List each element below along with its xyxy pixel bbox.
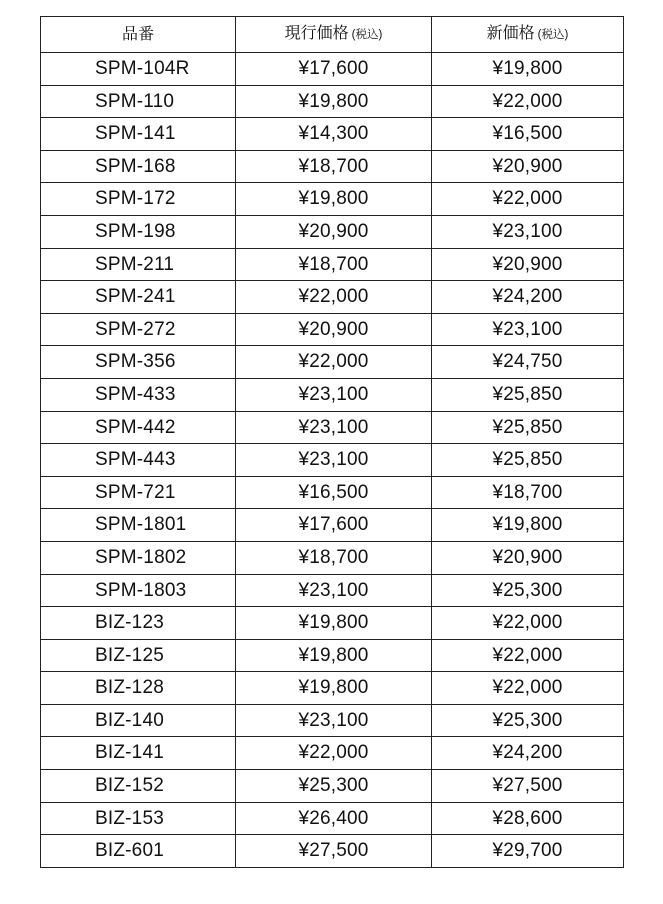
new-price-cell: ¥29,700 [432, 835, 624, 868]
new-price-cell: ¥23,100 [432, 313, 624, 346]
table-row [41, 411, 624, 444]
new-price-cell: ¥25,850 [432, 444, 624, 477]
product-code-cell: BIZ-140 [41, 704, 236, 737]
table-row [41, 53, 624, 86]
table-row [41, 313, 624, 346]
product-code-cell: SPM-1803 [41, 574, 236, 607]
product-code-cell: BIZ-141 [41, 737, 236, 770]
current-price-cell: ¥14,300 [236, 118, 432, 151]
current-price-cell: ¥19,800 [236, 607, 432, 640]
current-price-cell: ¥17,600 [236, 509, 432, 542]
new-price-cell: ¥24,200 [432, 281, 624, 314]
product-code-cell: SPM-104R [41, 53, 236, 86]
table-row [41, 378, 624, 411]
table-row [41, 346, 624, 379]
new-price-cell: ¥16,500 [432, 118, 624, 151]
product-code-cell: BIZ-601 [41, 835, 236, 868]
table-row [41, 150, 624, 183]
table-row [41, 541, 624, 574]
table-row [41, 281, 624, 314]
table-row [41, 248, 624, 281]
table-row [41, 476, 624, 509]
product-code-cell: BIZ-153 [41, 802, 236, 835]
current-price-cell: ¥23,100 [236, 704, 432, 737]
current-price-cell: ¥25,300 [236, 770, 432, 803]
header-current-price-label: 現行価格 [284, 25, 349, 42]
new-price-cell: ¥24,200 [432, 737, 624, 770]
header-product-code [41, 17, 236, 53]
table-row [41, 215, 624, 248]
header-new-price-label: 新価格 [486, 25, 535, 42]
current-price-cell: ¥26,400 [236, 802, 432, 835]
product-code-cell: SPM-433 [41, 378, 236, 411]
table-row [41, 118, 624, 151]
table-row [41, 85, 624, 118]
current-price-cell: ¥18,700 [236, 541, 432, 574]
table-row [41, 672, 624, 705]
table-row [41, 444, 624, 477]
current-price-cell: ¥23,100 [236, 378, 432, 411]
current-price-cell: ¥16,500 [236, 476, 432, 509]
current-price-cell: ¥19,800 [236, 85, 432, 118]
new-price-cell: ¥28,600 [432, 802, 624, 835]
product-code-cell: SPM-172 [41, 183, 236, 216]
current-price-cell: ¥27,500 [236, 835, 432, 868]
product-code-cell: SPM-1801 [41, 509, 236, 542]
new-price-cell: ¥25,300 [432, 704, 624, 737]
product-code-cell: SPM-442 [41, 411, 236, 444]
price-rows [41, 53, 624, 868]
header-new-price [432, 17, 624, 53]
product-code-cell: SPM-141 [41, 118, 236, 151]
new-price-cell: ¥20,900 [432, 541, 624, 574]
table-row [41, 835, 624, 868]
current-price-cell: ¥19,800 [236, 672, 432, 705]
product-code-cell: SPM-110 [41, 85, 236, 118]
current-price-cell: ¥20,900 [236, 313, 432, 346]
product-code-cell: SPM-211 [41, 248, 236, 281]
current-price-cell: ¥22,000 [236, 281, 432, 314]
header-product-code-label: 品番 [121, 26, 154, 43]
new-price-cell: ¥22,000 [432, 183, 624, 216]
new-price-cell: ¥22,000 [432, 607, 624, 640]
new-price-cell: ¥18,700 [432, 476, 624, 509]
table-row [41, 802, 624, 835]
new-price-cell: ¥20,900 [432, 248, 624, 281]
product-code-cell: BIZ-123 [41, 607, 236, 640]
new-price-cell: ¥22,000 [432, 639, 624, 672]
table-row [41, 509, 624, 542]
new-price-cell: ¥27,500 [432, 770, 624, 803]
product-code-cell: SPM-241 [41, 281, 236, 314]
header-current-price [236, 17, 432, 53]
current-price-cell: ¥22,000 [236, 346, 432, 379]
product-code-cell: SPM-272 [41, 313, 236, 346]
product-code-cell: SPM-721 [41, 476, 236, 509]
table-row [41, 574, 624, 607]
header-new-price-note: (税込) [537, 29, 569, 41]
new-price-cell: ¥22,000 [432, 672, 624, 705]
product-code-cell: SPM-1802 [41, 541, 236, 574]
table-row [41, 183, 624, 216]
product-code-cell: BIZ-128 [41, 672, 236, 705]
product-code-cell: SPM-443 [41, 444, 236, 477]
current-price-cell: ¥22,000 [236, 737, 432, 770]
product-code-cell: BIZ-152 [41, 770, 236, 803]
new-price-cell: ¥20,900 [432, 150, 624, 183]
header-row [41, 17, 624, 53]
current-price-cell: ¥19,800 [236, 639, 432, 672]
new-price-cell: ¥22,000 [432, 85, 624, 118]
product-code-cell: SPM-198 [41, 215, 236, 248]
price-table [40, 16, 624, 868]
product-code-cell: SPM-168 [41, 150, 236, 183]
new-price-cell: ¥19,800 [432, 509, 624, 542]
header-current-price-note: (税込) [351, 29, 383, 41]
new-price-cell: ¥25,850 [432, 378, 624, 411]
product-code-cell: BIZ-125 [41, 639, 236, 672]
table-row [41, 704, 624, 737]
table-row [41, 770, 624, 803]
current-price-cell: ¥23,100 [236, 574, 432, 607]
current-price-cell: ¥23,100 [236, 411, 432, 444]
current-price-cell: ¥18,700 [236, 150, 432, 183]
current-price-cell: ¥17,600 [236, 53, 432, 86]
table-row [41, 639, 624, 672]
product-code-cell: SPM-356 [41, 346, 236, 379]
new-price-cell: ¥23,100 [432, 215, 624, 248]
new-price-cell: ¥19,800 [432, 53, 624, 86]
table-row [41, 737, 624, 770]
current-price-cell: ¥18,700 [236, 248, 432, 281]
current-price-cell: ¥20,900 [236, 215, 432, 248]
current-price-cell: ¥19,800 [236, 183, 432, 216]
new-price-cell: ¥25,850 [432, 411, 624, 444]
current-price-cell: ¥23,100 [236, 444, 432, 477]
new-price-cell: ¥25,300 [432, 574, 624, 607]
table-row [41, 607, 624, 640]
new-price-cell: ¥24,750 [432, 346, 624, 379]
